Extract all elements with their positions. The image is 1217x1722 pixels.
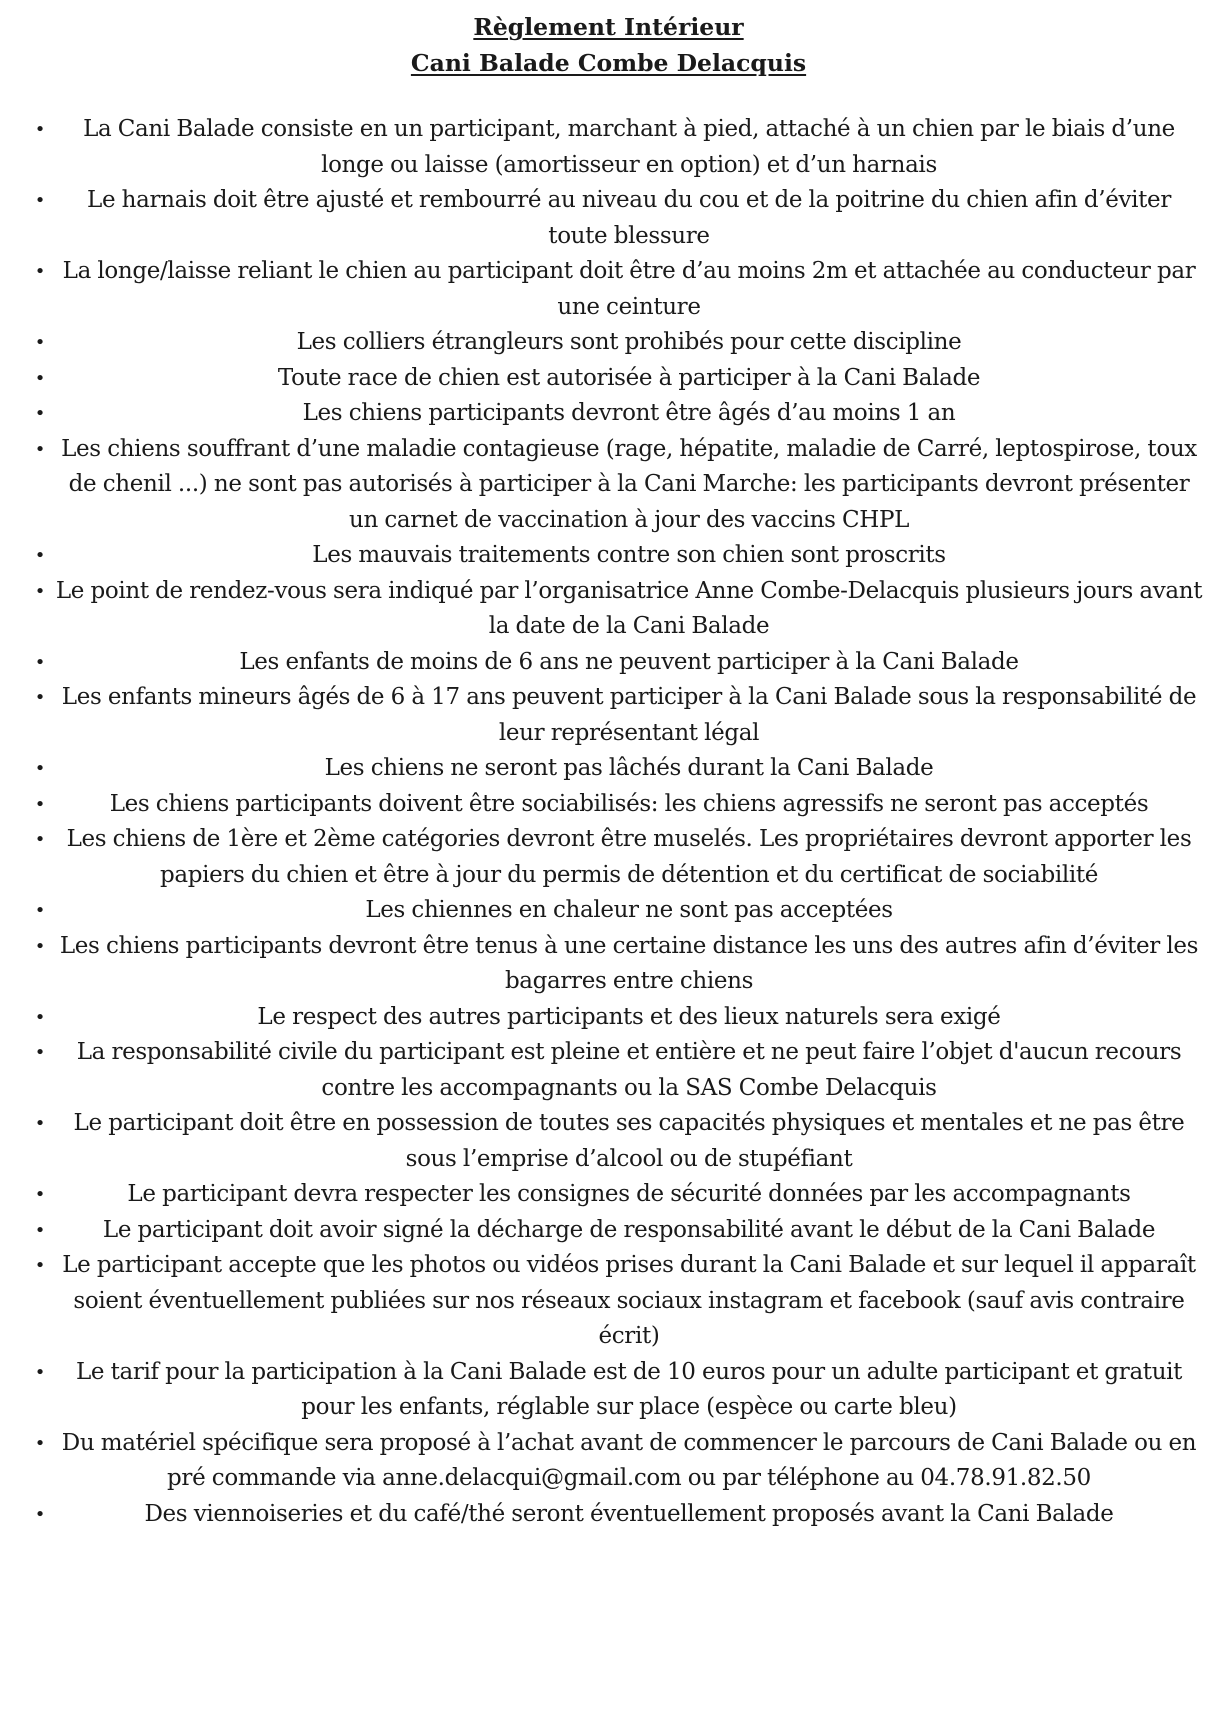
bullet-icon: •	[34, 438, 46, 460]
rule-item	[0, 1355, 1217, 1426]
rule-text: Du matériel spécifique sera proposé à l’achat avant de commencer le parcours de Cani Balade ou en pré commande via anne.delacqui@gmail.com ou par téléphone au 04.78.91.82.50	[61, 1429, 1197, 1491]
rule-item	[0, 822, 1217, 893]
rule-text: Les chiens participants devront être tenus à une certaine distance les uns des autres afin d’éviter les bagarres entre chiens	[59, 932, 1199, 994]
rule-item	[0, 1248, 1217, 1355]
rule-item	[0, 1426, 1217, 1497]
rule-text: Les chiennes en chaleur ne sont pas acceptées	[365, 897, 893, 923]
bullet-icon: •	[34, 1042, 46, 1063]
rule-item	[0, 893, 1217, 929]
document-title	[0, 0, 1217, 81]
rule-item	[0, 1177, 1217, 1213]
rule-item	[0, 574, 1217, 645]
rule-item	[0, 751, 1217, 787]
rule-text: Le respect des autres participants et des lieux naturels sera exigé	[257, 1003, 1001, 1030]
bullet-icon: •	[34, 1361, 46, 1383]
rule-text: Les chiens participants devront être âgés d’au moins 1 an	[302, 400, 956, 426]
rule-item	[0, 396, 1217, 432]
bullet-icon: •	[34, 580, 46, 602]
rule-text: Les chiens participants doivent être sociabilisés: les chiens agressifs ne seront pas acceptés	[109, 790, 1149, 817]
bullet-icon: •	[34, 367, 46, 389]
bullet-icon: •	[34, 545, 46, 566]
bullet-icon: •	[34, 1113, 46, 1134]
rule-text: Le participant doit avoir signé la décharge de responsabilité avant le début de la Cani Balade	[102, 1216, 1156, 1243]
bullet-icon: •	[34, 1255, 46, 1276]
rule-text: Le harnais doit être ajusté et rembourré au niveau du cou et de la poitrine du chien afin d’éviter toute blessure	[87, 187, 1171, 249]
bullet-icon: •	[34, 1184, 46, 1205]
rule-item	[0, 183, 1217, 254]
bullet-icon: •	[34, 793, 46, 815]
rule-text: Les chiens ne seront pas lâchés durant la Cani Balade	[324, 755, 934, 781]
bullet-icon: •	[34, 1432, 46, 1454]
rule-text: La longe/laisse reliant le chien au participant doit être d’au moins 2m et attachée au conducteur par une ceinture	[62, 258, 1196, 320]
rule-item	[0, 254, 1217, 325]
rule-text: Les enfants mineurs âgés de 6 à 17 ans peuvent participer à la Cani Balade sous la responsabilité de leur représentant légal	[61, 684, 1197, 746]
bullet-icon: •	[34, 1503, 46, 1525]
rule-item	[0, 645, 1217, 681]
bullet-icon: •	[34, 1219, 46, 1241]
rule-text: Les enfants de moins de 6 ans ne peuvent participer à la Cani Balade	[239, 648, 1019, 675]
rule-text: Le tarif pour la participation à la Cani Balade est de 10 euros pour un adulte participant et gratuit pour les enfants, réglable sur place (espèce ou carte bleu)	[75, 1358, 1183, 1420]
bullet-icon: •	[34, 1006, 46, 1028]
rule-item	[0, 680, 1217, 751]
rule-item	[0, 1213, 1217, 1249]
rules-list	[0, 112, 1217, 1532]
rule-text: Le participant devra respecter les consignes de sécurité données par les accompagnants	[127, 1181, 1131, 1207]
rule-item	[0, 112, 1217, 183]
rule-text: Les colliers étrangleurs sont prohibés pour cette discipline	[296, 329, 962, 355]
bullet-icon: •	[34, 651, 46, 673]
bullet-icon: •	[34, 900, 46, 921]
rule-item	[0, 787, 1217, 823]
rule-item	[0, 929, 1217, 1000]
rule-text: La Cani Balade consiste en un participant, marchant à pied, attaché à un chien par le biais d’une longe ou laisse (amortisseur en option) et d’un harnais	[83, 116, 1175, 178]
rule-text: Les chiens souffrant d’une maladie contagieuse (rage, hépatite, maladie de Carré, leptospirose, toux de chenil ...) ne sont pas autorisés à participer à la Cani Marche: les participants devront présenter un carnet de vaccination à jour des vaccins CHPL	[61, 435, 1197, 533]
bullet-icon: •	[34, 687, 46, 708]
bullet-icon: •	[34, 935, 46, 957]
rule-item	[0, 361, 1217, 397]
rule-item	[0, 325, 1217, 361]
rule-text: Le point de rendez-vous sera indiqué par l’organisatrice Anne Combe-Delacquis plusieurs jours avant la date de la Cani Balade	[55, 577, 1203, 639]
bullet-icon: •	[34, 119, 46, 140]
bullet-icon: •	[34, 403, 46, 424]
rule-text: Toute race de chien est autorisée à participer à la Cani Balade	[277, 364, 981, 391]
title-line-2: Cani Balade Combe Delacquis	[410, 49, 807, 77]
rule-item	[0, 1106, 1217, 1177]
bullet-icon: •	[34, 261, 46, 282]
bullet-icon: •	[34, 190, 46, 211]
bullet-icon: •	[34, 758, 46, 779]
rule-item	[0, 1497, 1217, 1533]
bullet-icon: •	[34, 829, 46, 850]
rule-text: La responsabilité civile du participant est pleine et entière et ne peut faire l’objet d'aucun recours contre les accompagnants ou la SAS Combe Delacquis	[76, 1039, 1182, 1101]
rule-item	[0, 538, 1217, 574]
title-line-1: Règlement Intérieur	[473, 13, 744, 41]
rule-item	[0, 1035, 1217, 1106]
rule-text: Les mauvais traitements contre son chien sont proscrits	[312, 542, 946, 568]
bullet-icon: •	[34, 332, 46, 353]
rule-text: Les chiens de 1ère et 2ème catégories devront être muselés. Les propriétaires devront apporter les papiers du chien et être à jour du permis de détention et du certificat de sociabilité	[66, 826, 1192, 888]
rule-text: Le participant accepte que les photos ou vidéos prises durant la Cani Balade et sur lequel il apparaît soient éventuellement publiées sur nos réseaux sociaux instagram et facebook (sauf avis contraire écrit)	[62, 1252, 1196, 1349]
rule-text: Des viennoiseries et du café/thé seront éventuellement proposés avant la Cani Balade	[144, 1500, 1114, 1527]
rule-item	[0, 432, 1217, 539]
rule-item	[0, 1000, 1217, 1036]
rule-text: Le participant doit être en possession de toutes ses capacités physiques et mentales et ne pas être sous l’emprise d’alcool ou de stupéfiant	[73, 1110, 1185, 1172]
